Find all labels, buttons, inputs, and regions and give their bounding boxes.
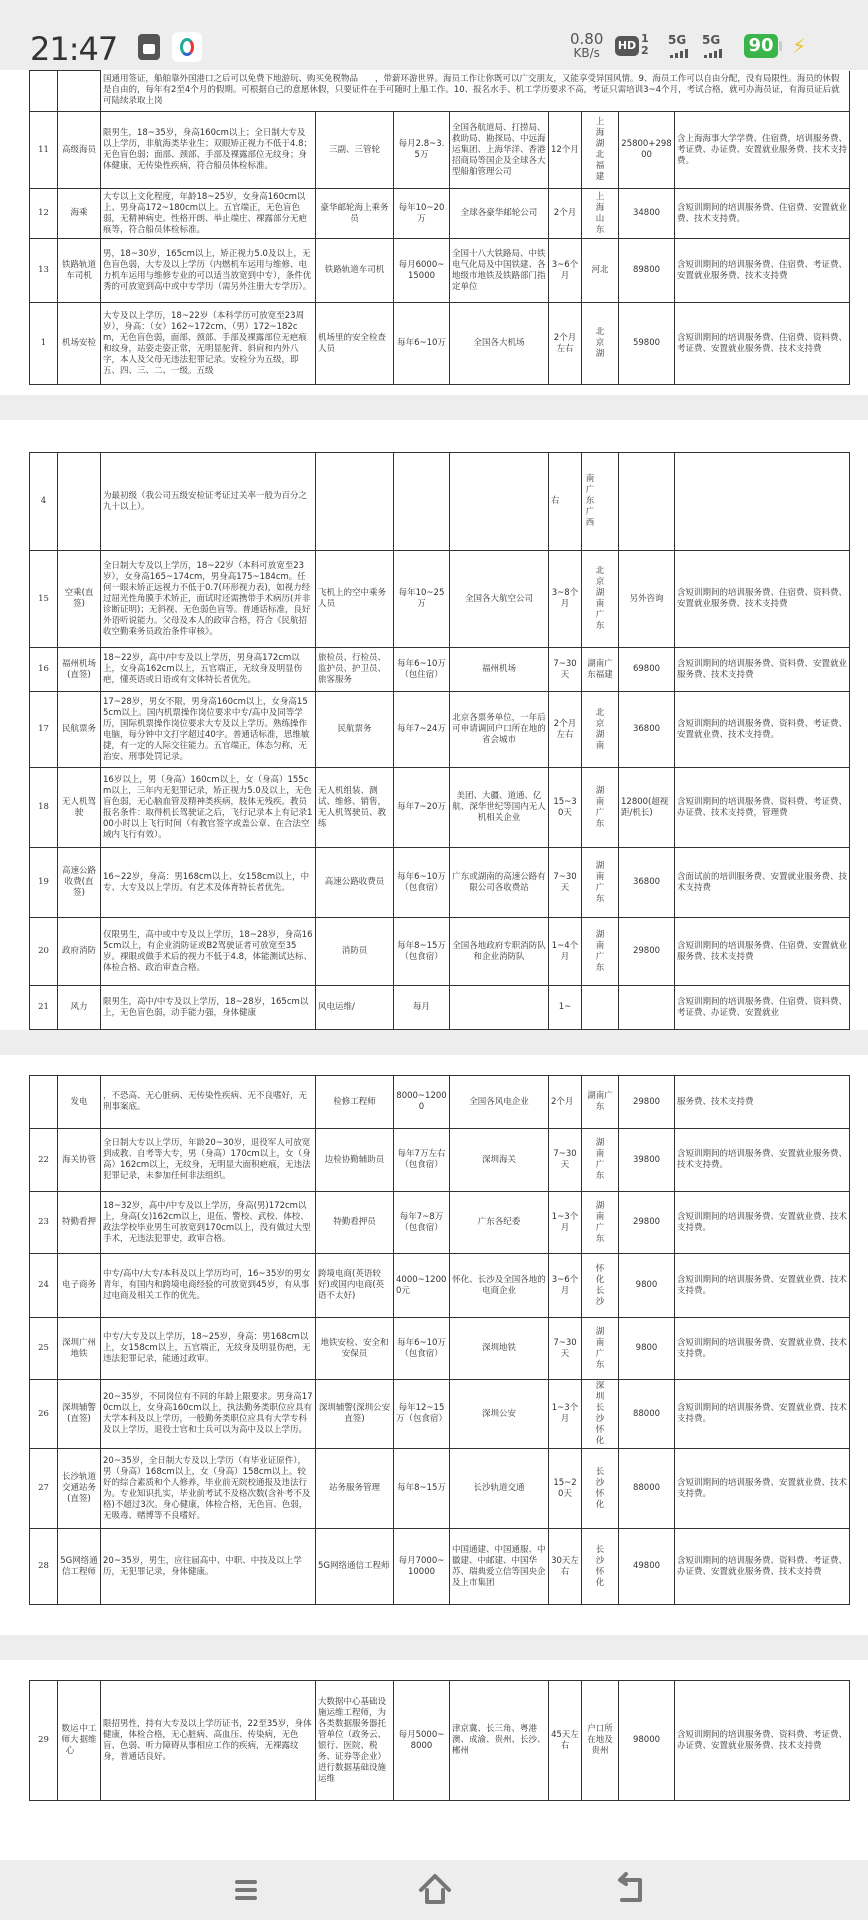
- table-cell: 25800+29800: [619, 112, 675, 189]
- table-row: [30, 453, 850, 551]
- table-cell: 海乘: [58, 189, 101, 239]
- table-row: [30, 71, 850, 112]
- table-cell: 含短训期间的培训服务费、安置就业费、技术支持费。: [675, 1318, 850, 1380]
- table-cell: 广东各纪委: [450, 1192, 549, 1254]
- table-cell: 含短训期间的培训服务费、安置就业费、技术支持费。: [675, 1380, 850, 1449]
- table-cell: 3~6个月: [549, 1254, 582, 1318]
- table-cell: 88000: [619, 1449, 675, 1529]
- table-cell: 湖南广东福建: [582, 648, 619, 692]
- document-page-4[interactable]: [0, 1660, 868, 1860]
- table-cell: 每年7~8万（包食宿）: [394, 1192, 450, 1254]
- table-cell: 福州机场(直签): [58, 648, 101, 692]
- table-row: [30, 112, 850, 189]
- table-cell: [58, 71, 101, 112]
- table-cell: [619, 453, 675, 551]
- table-cell: 含短训期间的培训服务费、资料费、考证费、安置就业费、技术支持费。: [675, 692, 850, 768]
- table-cell: 发电: [58, 1076, 101, 1129]
- table-cell: 30天左右: [549, 1529, 582, 1605]
- table-row: [30, 1380, 850, 1449]
- table-cell: 深圳海关: [450, 1129, 549, 1192]
- table-cell: 每年7~24万: [394, 692, 450, 768]
- signal-sim2-icon: 5G: [702, 33, 722, 61]
- table-cell: 89800: [619, 239, 675, 303]
- table-cell: 16岁以上，男（身高）160cm以上，女（身高）155cm以上，三年内无犯罪记录，矫正视力5.0及以上，无色盲色弱，无心脑血管及精神类疾病，肢体无残疾。教员报名条件：取得机长驾驶证之后，飞行记录本上有记录100小时以上飞行时间（有教官签字或盖公章、在合法空域内飞行有效）。: [101, 768, 316, 848]
- table-cell: 22: [30, 1129, 58, 1192]
- table-cell: 深圳长沙怀化: [582, 1380, 619, 1449]
- charging-bolt-icon: ⚡: [792, 34, 807, 58]
- table-cell: 北京各票务单位，一年后可申请调回户口所在地的省会城市: [450, 692, 549, 768]
- table-cell: 9800: [619, 1254, 675, 1318]
- table-cell: 4000~12000元: [394, 1254, 450, 1318]
- table-cell: 上海山东: [582, 189, 619, 239]
- table-row: [30, 1529, 850, 1605]
- table-cell: 8000~12000: [394, 1076, 450, 1129]
- table-cell: 政府消防: [58, 918, 101, 986]
- table-cell: 每年6~10万（包住宿）: [394, 648, 450, 692]
- table-cell: 2个月左右: [549, 692, 582, 768]
- table-cell: 含短训期间的培训服务费、安置就业费、技术支持费。: [675, 1449, 850, 1529]
- table-cell: 边检协勤辅助员: [316, 1129, 394, 1192]
- table-row: [30, 1129, 850, 1192]
- table-cell: 7~30天: [549, 648, 582, 692]
- table-cell: 站务服务管理: [316, 1449, 394, 1529]
- table-cell: 上海湖北福建: [582, 112, 619, 189]
- table-cell: 大专以上文化程度，年龄18~25岁，女身高160cm以上、男身高172~180cm以上。五官端正，无色盲色弱，无精神病史。性格开朗、举止端庄、裸露部分无疤痕等，符合船员体检标准。: [101, 189, 316, 239]
- table-cell: 全国十八大铁路局、中铁电气化局及中国铁建、各地级市地铁及铁路部门指定单位: [450, 239, 549, 303]
- table-cell: 含短训期间的培训服务费、住宿费、考证费、安置就业服务费、技术支持费: [675, 239, 850, 303]
- table-cell: 特勤看押: [58, 1192, 101, 1254]
- table-cell: 中国通建、中国通服、中徽建、中邮建、中国华苏、瑞典爱立信等国央企及上市集团: [450, 1529, 549, 1605]
- table-cell: 59800: [619, 303, 675, 385]
- document-page-2[interactable]: [0, 420, 868, 1030]
- table-cell: 36800: [619, 692, 675, 768]
- table-cell: 每年8~15万: [394, 1449, 450, 1529]
- table-cell: 全球各豪华邮轮公司: [450, 189, 549, 239]
- table-cell: 大数据中心基础设施运维工程师，为各类数据服务器托管单位（政务云、银行、医院、税务、证券等企业）进行数据基础设施运维: [316, 1681, 394, 1801]
- table-cell: 1~3个月: [549, 1192, 582, 1254]
- table-cell: 全日制大专以上学历，年龄20~30岁，退役军人可放宽到成教、自考等大专，男（身高）170cm以上，女（身高）162cm以上，无纹身，无明显大面积疤痕，无违法犯罪记录，未参加任何非法组织。: [101, 1129, 316, 1192]
- table-cell: 含短训期间的培训服务费、住宿费、安置就业服务费、技术支持费: [675, 918, 850, 986]
- table-cell: 湖南广东: [582, 1192, 619, 1254]
- table-cell: 20~35岁，不同岗位有不同的年龄上限要求。男身高170cm以上，女身高160cm以上，执法勤务类职位应具有大学本科及以上学历，一般勤务类职位应具有大学专科及以上学历，退役士官和士兵可以为高中及以上学历。: [101, 1380, 316, 1449]
- table-cell: 北京湖南广东: [582, 551, 619, 648]
- table-cell: 含短训期间的培训服务费、安置就业费、技术支持费。: [675, 1254, 850, 1318]
- table-cell: 含面试前的培训服务费、安置就业服务费、技术支持费: [675, 848, 850, 918]
- table-cell: 飞机上的空中乘务人员: [316, 551, 394, 648]
- table-row: [30, 918, 850, 986]
- table-cell: 18~32岁，高中/中专及以上学历，身高(男)172cm以上，身高(女)162cm以上，退伍、警校、武校、体校、政法学校毕业男生可放宽到170cm以上，没有做过大型手术，无违法犯罪史，政审合格。: [101, 1192, 316, 1254]
- table-cell: 29: [30, 1681, 58, 1801]
- table-cell: [316, 453, 394, 551]
- table-row: [30, 986, 850, 1030]
- table-cell: 检修工程师: [316, 1076, 394, 1129]
- hd-sim-index: 1 2: [641, 32, 649, 57]
- table-cell: 湖南广东: [582, 1318, 619, 1380]
- table-cell: 16: [30, 648, 58, 692]
- table-cell: 豪华邮轮海上乘务员: [316, 189, 394, 239]
- table-row: [30, 189, 850, 239]
- document-page-3[interactable]: [0, 1055, 868, 1635]
- table-cell: 大专及以上学历，18~22岁（本科学历可放宽至23周岁），身高：（女）162~172cm、（男）172~182cm，无色盲色弱，面部、颈部、手部及裸露部位无疤痕和纹身，站姿走姿正常，无明显驼背、斜肩和内外八字，本人及父母无违法犯罪记录。安检分为五级，即五、四、三、二、一级。五级: [101, 303, 316, 385]
- table-cell: 2个月: [549, 189, 582, 239]
- table-cell: 北京湖: [582, 303, 619, 385]
- table-cell: 海关协管: [58, 1129, 101, 1192]
- table-cell: 39800: [619, 1129, 675, 1192]
- table-row: [30, 1449, 850, 1529]
- intro-text: 国通用签证，船舶靠外国港口之后可以免费下地游玩、购买免税物品 ，带薪环游世界。海员工作让你既可以广交朋友，又能享受异国风情。9、海员工作可以自由分配，没有局限性。海员的休假是自由的，每年有2至4个月的假期。可根据自己的意愿休假，只要证件在手可随时上船工作。10、报名水手、机工学历要求不高，考证只需培训3~4个月，考试合格，就可办海员证，有海员证后就可陆续录取上岗: [101, 71, 850, 112]
- table-cell: 特勤看押员: [316, 1192, 394, 1254]
- table-cell: 高级海员: [58, 112, 101, 189]
- table-cell: 全国各大航空公司: [450, 551, 549, 648]
- table-cell: 每月: [394, 986, 450, 1030]
- table-row: [30, 551, 850, 648]
- table-cell: 深圳地铁: [450, 1318, 549, 1380]
- table-cell: 含短训期间的培训服务费、住宿费、安置就业费、技术支持费。: [675, 189, 850, 239]
- table-cell: 全国各航道局、打捞局、救助局、勘探局、中远海运集团、上海华洋、香港招商局等国企及全球各大型船舶管理公司: [450, 112, 549, 189]
- table-cell: ，不恐高、无心脏病、无传染性疾病、无不良嗜好，无刑事案底。: [101, 1076, 316, 1129]
- table-cell: 34800: [619, 189, 675, 239]
- table-cell: 跨境电商(英语较好)或国内电商(英语不太好): [316, 1254, 394, 1318]
- sim-card-notification-icon: [138, 34, 160, 60]
- table-cell: 户口所在地及贵州: [582, 1681, 619, 1801]
- table-cell: [450, 986, 549, 1030]
- table-cell: 7~30天: [549, 1318, 582, 1380]
- table-cell: 19: [30, 848, 58, 918]
- table-cell: 深圳广州地铁: [58, 1318, 101, 1380]
- table-cell: 高速公路收费(直签): [58, 848, 101, 918]
- table-cell: 69800: [619, 648, 675, 692]
- table-cell: 每年8~15万（包食宿）: [394, 918, 450, 986]
- table-cell: 怀化、长沙及全国各地的电商企业: [450, 1254, 549, 1318]
- table-cell: 每年10~25万: [394, 551, 450, 648]
- table-cell: 20~35岁，全日制大专及以上学历（有毕业证原件），男（身高）168cm以上，女（身高）158cm以上。较好的综合素质和个人修养，毕业前无院校通报及违法行为。专业知识扎实，毕业前考试不及格次数(含补考不及格)不超过3次。身心健康，体检合格，无色盲、色弱，无吸毒、赌博等不良嗜好。: [101, 1449, 316, 1529]
- table-cell: 北京湖南: [582, 692, 619, 768]
- battery-icon: 90: [744, 34, 778, 58]
- table-cell: 空乘(直签): [58, 551, 101, 648]
- table-cell: 三副、三管轮: [316, 112, 394, 189]
- table-row: [30, 648, 850, 692]
- table-cell: 为最初级（我公司五级安检证考证过关率一般为百分之九十以上）。: [101, 453, 316, 551]
- network-speed-unit: KB/s: [573, 46, 600, 60]
- table-cell: 右: [549, 453, 582, 551]
- table-cell: 广东或湖南的高速公路有限公司各收费站: [450, 848, 549, 918]
- table-cell: 民航票务: [316, 692, 394, 768]
- table-cell: 限男生，高中/中专及以上学历，18~28岁，165cm以上，无色盲色弱，动手能力强，身体健康: [101, 986, 316, 1030]
- table-cell: 17~28岁，男女不限，男身高160cm以上，女身高155cm以上。国内机票操作岗位要求中专/高中及同等学历，国际机票操作岗位要求大专及以上学历。熟练操作电脑，每分钟中文打字超过40字。普通话标准，思维敏捷，有一定的人际交往能力。五官端正，体态匀称，无治安、刑事处罚记录。: [101, 692, 316, 768]
- table-cell: 15~20天: [549, 1449, 582, 1529]
- table-cell: 长沙轨道交通: [450, 1449, 549, 1529]
- table-cell: 旅检员、行检员、监护员、护卫员、旅客服务: [316, 648, 394, 692]
- table-cell: 长沙怀化: [582, 1449, 619, 1529]
- job-table-page4: [29, 1680, 850, 1801]
- table-cell: 服务费、技术支持费: [675, 1076, 850, 1129]
- table-cell: 7~30天: [549, 848, 582, 918]
- table-cell: 每月5000~8000: [394, 1681, 450, 1801]
- table-cell: 2个月左右: [549, 303, 582, 385]
- table-cell: 每年6~10万（包食宿）: [394, 1318, 450, 1380]
- table-row: [30, 1076, 850, 1129]
- job-table-page3: [29, 1075, 850, 1605]
- table-cell: 4: [30, 453, 58, 551]
- table-row: [30, 1681, 850, 1801]
- table-cell: 1~4个月: [549, 918, 582, 986]
- table-cell: 高速公路收费员: [316, 848, 394, 918]
- table-row: [30, 1254, 850, 1318]
- table-cell: [58, 453, 101, 551]
- table-cell: 每年6~10万: [394, 303, 450, 385]
- table-cell: 机场里的安全检查人员: [316, 303, 394, 385]
- table-cell: 湖南广东: [582, 848, 619, 918]
- table-cell: 11: [30, 112, 58, 189]
- table-cell: 含上海海事大学学费、住宿费，培训服务费、考证费、办证费、安置就业服务费、技术支持费。: [675, 112, 850, 189]
- table-cell: 含短训期间的培训服务费、住宿费、资料费、安置就业服务费、技术支持费: [675, 551, 850, 648]
- table-cell: 每年6~10万（包食宿）: [394, 848, 450, 918]
- table-cell: 17: [30, 692, 58, 768]
- table-row: [30, 239, 850, 303]
- table-cell: 含短训期间的培训服务费、住宿费、资料费、考证费、安置就业服务费、技术支持费: [675, 303, 850, 385]
- table-cell: 1~3个月: [549, 1380, 582, 1449]
- table-cell: 每年7~20万: [394, 768, 450, 848]
- table-cell: [619, 986, 675, 1030]
- table-cell: 27: [30, 1449, 58, 1529]
- table-cell: 深圳辅警(直签): [58, 1380, 101, 1449]
- table-cell: 13: [30, 239, 58, 303]
- table-cell: 津京冀、长三角、粤港澳、成渝、贵州、长沙、郴州: [450, 1681, 549, 1801]
- table-cell: 南广东广西: [582, 453, 619, 551]
- table-cell: 中专/高中/大专/本科及以上学历均可，16~35岁的男女青年，有国内和跨境电商经验的可放宽到45岁，有从事过电商及相关工作的优先。: [101, 1254, 316, 1318]
- table-cell: 含短训期间的培训服务费、安置就业服务费、技术支持费。: [675, 1129, 850, 1192]
- back-button[interactable]: [600, 1868, 660, 1912]
- table-cell: 23: [30, 1192, 58, 1254]
- table-cell: 全日制大专及以上学历，18~22岁（本科可放宽至23岁），女身高165~174cm，男身高175~184cm。任何一眼未矫正远视力不低于0.7(环形视力表)，如视力经过屈光性角膜手术矫正，面试时还需携带手术病历(并非诊断证明)；无斜视、无色弱色盲等。普通话标准，良好外语听说能力。父母及本人的政审合格，符合《民航招收空勤乘务员政治条件审核》。: [101, 551, 316, 648]
- table-cell: 全国各大机场: [450, 303, 549, 385]
- table-cell: 湖南广东: [582, 918, 619, 986]
- table-cell: 机场安检: [58, 303, 101, 385]
- table-cell: 电子商务: [58, 1254, 101, 1318]
- document-page-1[interactable]: [0, 70, 868, 395]
- table-cell: 风电运维/: [316, 986, 394, 1030]
- table-cell: 7~30天: [549, 1129, 582, 1192]
- table-row: [30, 1318, 850, 1380]
- table-cell: 18~22岁，高中/中专及以上学历，男身高172cm以上，女身高162cm以上，五官端正，无纹身及明显伤疤，懂英语或日语或有文体特长者优先。: [101, 648, 316, 692]
- table-cell: 湖南广东: [582, 768, 619, 848]
- table-cell: 5G网络通信工程师: [316, 1529, 394, 1605]
- network-speed: [570, 32, 603, 60]
- table-cell: 29800: [619, 918, 675, 986]
- table-cell: 福州机场: [450, 648, 549, 692]
- table-cell: 9800: [619, 1318, 675, 1380]
- table-cell: 中专/大专及以上学历，18~25岁，身高：男168cm以上，女158cm以上，五官端正，无纹身及明显伤疤，无违法犯罪记录，能通过政审。: [101, 1318, 316, 1380]
- table-cell: 怀化长沙: [582, 1254, 619, 1318]
- table-cell: 每月2.8~3.5万: [394, 112, 450, 189]
- table-cell: 民航票务: [58, 692, 101, 768]
- table-cell: 12个月: [549, 112, 582, 189]
- table-cell: [30, 71, 58, 112]
- table-cell: 含短训期间的培训服务费、资料费、安置就业服务费、技术支持费: [675, 648, 850, 692]
- table-row: [30, 768, 850, 848]
- table-cell: [582, 986, 619, 1030]
- table-cell: 每年12~15万（包食宿）: [394, 1380, 450, 1449]
- table-cell: 45天左右: [549, 1681, 582, 1801]
- job-table-page1: [29, 70, 850, 385]
- network-speed-value: 0.80: [570, 30, 604, 48]
- navigation-bar: [0, 1860, 868, 1920]
- table-cell: 含短训期间的培训服务费、资料费、考证费、办证费、安置就业服务费、技术支持费: [675, 1681, 850, 1801]
- table-cell: 全国各风电企业: [450, 1076, 549, 1129]
- home-icon: [405, 1868, 465, 1912]
- table-cell: 15~30天: [549, 768, 582, 848]
- table-cell: 28: [30, 1529, 58, 1605]
- table-cell: 88000: [619, 1380, 675, 1449]
- table-cell: 26: [30, 1380, 58, 1449]
- table-cell: 限招男性，持有大专及以上学历证书，22至35岁，身体健康，体检合格，无心脏病、高血压、传染病，无色盲、色弱、听力障碍从事相应工作的疾病，无裸露纹身，普通话良好。: [101, 1681, 316, 1801]
- table-row: [30, 848, 850, 918]
- table-cell: 16~22岁，身高：男168cm以上、女158cm以上，中专、大专及以上学历。有艺术及体育特长者优先。: [101, 848, 316, 918]
- table-cell: [30, 1076, 58, 1129]
- table-cell: 每月6000~15000: [394, 239, 450, 303]
- table-cell: 36800: [619, 848, 675, 918]
- table-cell: 18: [30, 768, 58, 848]
- table-cell: 另外咨询: [619, 551, 675, 648]
- clock: 21:47: [30, 30, 118, 68]
- table-row: [30, 303, 850, 385]
- table-cell: 长沙轨道交通站务(直签): [58, 1449, 101, 1529]
- table-cell: 25: [30, 1318, 58, 1380]
- table-cell: 铁路轨道车司机: [58, 239, 101, 303]
- table-cell: 无人机组装、测试、维修、销售，无人机驾驶员、教练: [316, 768, 394, 848]
- table-cell: 1: [30, 303, 58, 385]
- table-cell: 湖南广东: [582, 1129, 619, 1192]
- table-cell: 数运师大心中工据维: [58, 1681, 101, 1801]
- status-bar: [0, 0, 868, 70]
- table-cell: 29800: [619, 1192, 675, 1254]
- table-cell: [675, 453, 850, 551]
- table-cell: 20~35岁，男生，应往届高中、中职、中技及以上学历，无犯罪记录，身体健康。: [101, 1529, 316, 1605]
- table-cell: 风力: [58, 986, 101, 1030]
- table-cell: 20: [30, 918, 58, 986]
- hd-voice-icon: HD: [615, 36, 639, 56]
- table-cell: 长沙怀化: [582, 1529, 619, 1605]
- table-cell: 98000: [619, 1681, 675, 1801]
- table-cell: [450, 453, 549, 551]
- table-cell: 含短训期间的培训服务费、资料费、考证费、办证费、安置就业服务费、技术支持费: [675, 1529, 850, 1605]
- back-icon: [600, 1868, 660, 1912]
- menu-button[interactable]: [215, 1868, 275, 1912]
- table-cell: 21: [30, 986, 58, 1030]
- table-cell: 每年10~20万: [394, 189, 450, 239]
- table-cell: 含短训期间的培训服务费、住宿费、资料费、考证费、办证费、安置就业: [675, 986, 850, 1030]
- table-cell: 1~: [549, 986, 582, 1030]
- table-cell: 地铁安检、安全和安保员: [316, 1318, 394, 1380]
- table-cell: [394, 453, 450, 551]
- table-cell: 含短训期间的培训服务费、安置就业费、技术支持费。: [675, 1192, 850, 1254]
- table-cell: 每月7000~10000: [394, 1529, 450, 1605]
- table-cell: 美团、大疆、道通、亿航、深华世纪等国内无人机相关企业: [450, 768, 549, 848]
- table-cell: 深圳辅警(深圳公安直签): [316, 1380, 394, 1449]
- job-table-page2: [29, 452, 850, 1030]
- table-cell: 29800: [619, 1076, 675, 1129]
- table-cell: 12800(超视距/机长): [619, 768, 675, 848]
- table-cell: 仅限男生，高中或中专及以上学历，18~28岁，身高165cm以上，有企业消防证或B2驾驶证者可放宽至35岁。裸眼或做手术后的视力不低于4.8，体能测试达标、体检合格、政治审查合格。: [101, 918, 316, 986]
- table-cell: 铁路轨道车司机: [316, 239, 394, 303]
- table-cell: 24: [30, 1254, 58, 1318]
- table-cell: 5G网络通信工程师: [58, 1529, 101, 1605]
- table-cell: 含短训期间的培训服务费、资料费、考证费、办证费、技术支持费，管理费: [675, 768, 850, 848]
- table-cell: 深圳公安: [450, 1380, 549, 1449]
- app-notification-icon: [172, 32, 202, 62]
- table-cell: 全国各地政府专职消防队和企业消防队: [450, 918, 549, 986]
- home-button[interactable]: [405, 1868, 465, 1912]
- table-cell: 男，18~30岁，165cm以上，矫正视力5.0及以上，无色盲色弱，大专及以上学历（内燃机车运用与维修、电力机车运用与维修专业的可以适当放宽到中专），条件优秀的可放宽到高中或中专学历（需另外注册大专学历）。: [101, 239, 316, 303]
- battery-tip: [779, 41, 782, 51]
- table-cell: 湖南广东: [582, 1076, 619, 1129]
- table-cell: 消防员: [316, 918, 394, 986]
- table-cell: 49800: [619, 1529, 675, 1605]
- table-cell: 限男生，18~35岁，身高160cm以上；全日制大专及以上学历，非航海类毕业生；双眼矫正视力不低于4.8；无色盲色弱；面部、颈部、手部及裸露部位无纹身；身体健康，无传染性疾病，符合船员体检标准。: [101, 112, 316, 189]
- table-cell: 3~8个月: [549, 551, 582, 648]
- table-row: [30, 1192, 850, 1254]
- table-cell: 15: [30, 551, 58, 648]
- table-cell: 3~6个月: [549, 239, 582, 303]
- table-cell: 每年7万左右（包食宿）: [394, 1129, 450, 1192]
- table-row: [30, 692, 850, 768]
- table-cell: 无人机驾驶: [58, 768, 101, 848]
- table-cell: 河北: [582, 239, 619, 303]
- table-cell: 2个月: [549, 1076, 582, 1129]
- signal-sim1-icon: 5G: [668, 33, 688, 61]
- table-cell: 12: [30, 189, 58, 239]
